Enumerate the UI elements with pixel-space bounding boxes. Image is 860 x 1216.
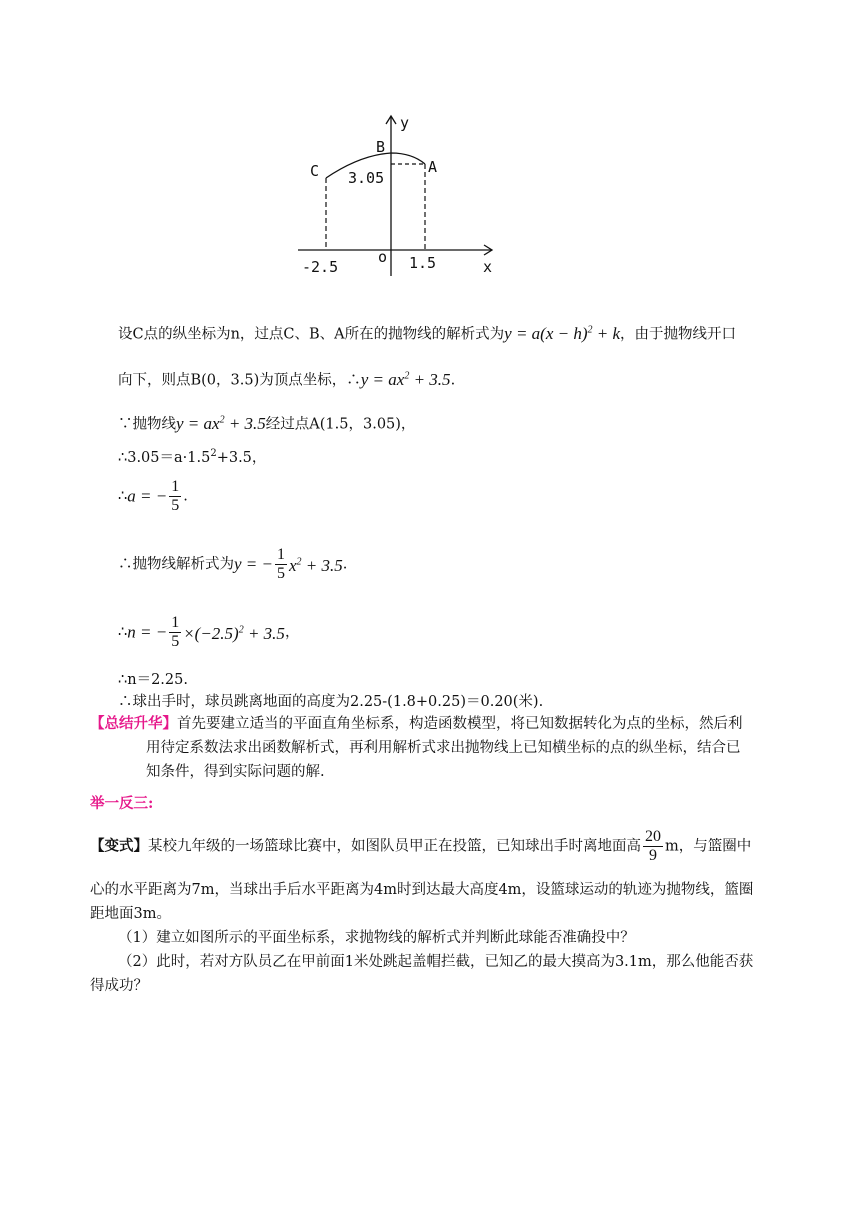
fraction-twenty-ninths: $\frac{20}{9}$	[645, 828, 661, 864]
question-2-line-1: （2）此时，若对方队员乙在甲前面1米处跳起盖帽拦截，已知乙的最大摸高为3.1m，那么他能否获	[118, 954, 754, 970]
fraction-one-fifth: $\frac{1}{5}$	[171, 614, 180, 650]
line-1	[118, 320, 736, 345]
line-6: ∴抛物线解析式为y = − $\frac{1}{5}$ $x^2 + 3.5$.	[118, 546, 348, 582]
label-o: o	[378, 248, 388, 266]
line-4: $\therefore 3.05=a\cdot 1.5^2+3.5$，	[118, 448, 267, 466]
equation: $y = ax^2 + 3.5$	[360, 369, 451, 389]
question-1: （1）建立如图所示的平面坐标系，求抛物线的解析式并判断此球能否准确投中？	[118, 930, 635, 946]
fraction-one-fifth: $\frac{1}{5}$	[171, 478, 180, 514]
text: 经过点A(1.5，3.05)，	[265, 416, 416, 433]
parabola-figure	[290, 108, 510, 276]
label-y: y	[400, 114, 410, 132]
variant-line-2: 心的水平距离为7m，当球出手后水平距离为4m时到达最大高度4m，设篮球运动的轨迹为抛物线，篮圈	[90, 882, 754, 898]
line-3	[118, 410, 415, 435]
fraction-one-fifth: $\frac{1}{5}$	[277, 546, 285, 582]
line-7: ∴n = − $\frac{1}{5}$ $\times(-2.5)^2 + 3.5$，	[118, 614, 300, 650]
line-2: 向下，则点B(0，3.5)为顶点坐标，∴y = $ax^2 + 3.5$.	[118, 369, 456, 389]
label-a: A	[428, 158, 438, 176]
summary-line-1: 【总结升华】首先要建立适当的平面直角坐标系，构造函数模型，将已知数据转化为点的坐标，然后利	[90, 715, 743, 732]
text: 设C点的纵坐标为n，过点C、B、A所在的抛物线的解析式为	[118, 326, 505, 343]
equation: $y = ax^2 + 3.5$	[176, 413, 266, 433]
label-x: x	[483, 258, 493, 276]
label-15: 1.5	[409, 254, 437, 272]
variant-line-1: 【变式】某校九年级的一场篮球比赛中，如图队员甲正在投篮，已知球出手时离地面高 $\frac{20}{9}$ m，与篮圈中	[90, 828, 752, 864]
equation: $y = a(x - h)^2 + k$	[504, 323, 621, 343]
line-5: ∴a = − $\frac{1}{5}$ .	[118, 478, 188, 514]
variant-tag: 【变式】	[90, 837, 148, 855]
question-2-line-2: 得成功？	[90, 978, 148, 994]
summary-tag: 【总结升华】	[90, 715, 177, 732]
text: ∵抛物线	[118, 416, 176, 433]
variant-line-3: 距地面3m。	[90, 906, 171, 922]
section-heading: 举一反三:	[90, 795, 154, 812]
line-9: ∴球出手时，球员跳离地面的高度为2.25-(1.8+0.25)＝0.20(米).	[118, 694, 544, 710]
summary-line-2: 用待定系数法求出函数解析式，再利用解析式求出抛物线上已知横坐标的点的纵坐标，结合已	[146, 740, 741, 756]
label-neg25: -2.5	[302, 258, 339, 276]
summary-line-3: 知条件，得到实际问题的解.	[146, 764, 325, 780]
label-305: 3.05	[348, 169, 385, 187]
label-b: B	[376, 138, 386, 156]
line-8: ∴n＝2.25.	[118, 672, 188, 688]
text: 向下，则点B(0，3.5)为顶点坐标，∴	[118, 372, 361, 389]
text: ，由于抛物线开口	[620, 326, 737, 343]
label-c: C	[310, 162, 320, 180]
